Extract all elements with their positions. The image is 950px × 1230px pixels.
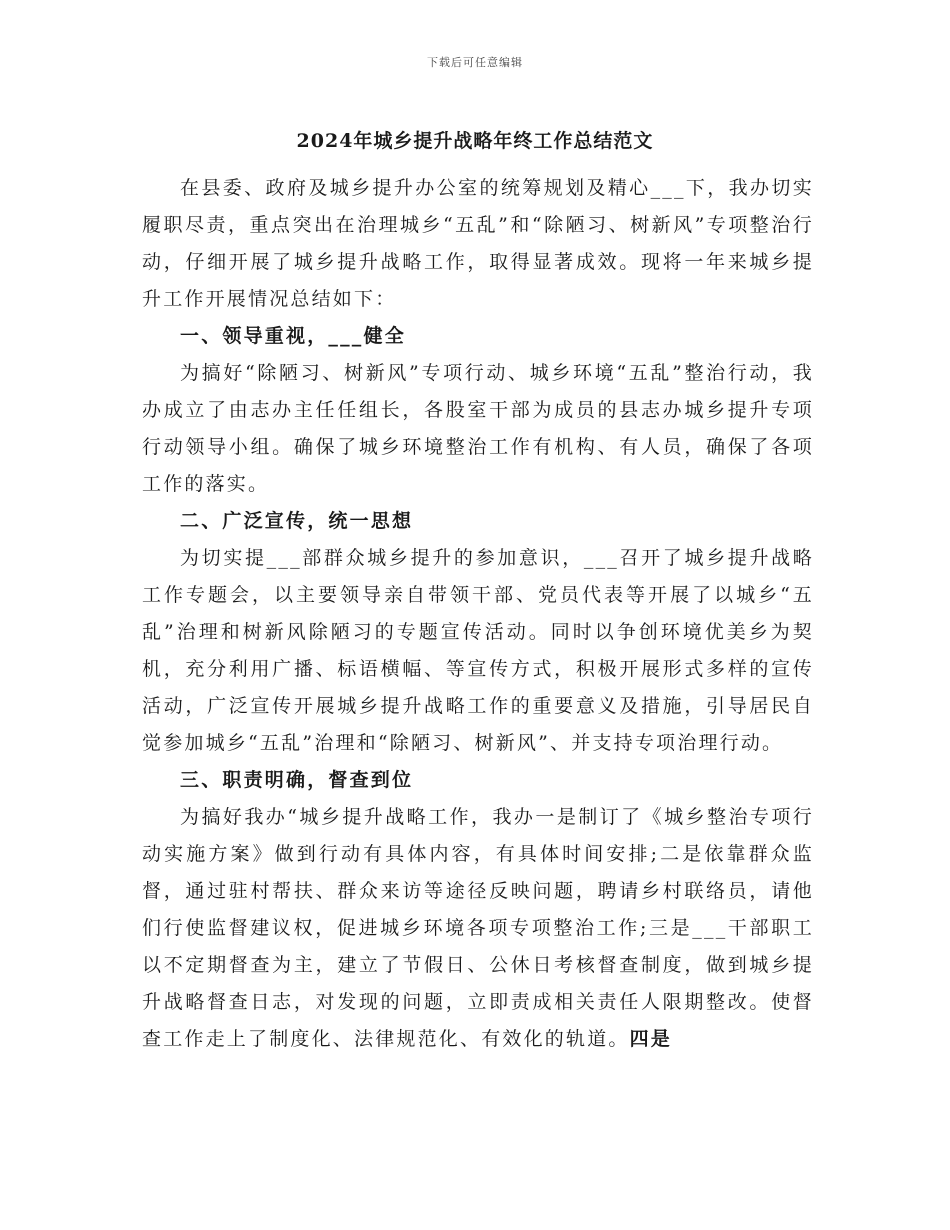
section-heading-2: 二、广泛宣传，统一思想 bbox=[180, 510, 414, 532]
section-heading-1: 一、领导重视，___健全 bbox=[180, 325, 406, 347]
page-header-note: 下载后可任意编辑 bbox=[427, 56, 523, 69]
section-body-3-text: 为搞好我办“城乡提升战略工作，我办一是制订了《城乡整治专项行动实施方案》做到行动有具体内容，有具体时间安排;二是依靠群众监督，通过驻村帮扶、群众来访等途径反映问题，聘请乡村联络员，请他们行使监督建议权，促进城乡环境各项专项整治工作;三是___干部职工以不定期督查为主，建立了节假日、公休日考核督查制度，做到城乡提升战略督查日志，对发现的问题，立即责成相关责任人限期整改。使督查工作走上了制度化、法律规范化、有效化的轨道。 bbox=[142, 806, 814, 1050]
section-body-1: 为搞好“除陋习、树新风”专项行动、城乡环境“五乱”整治行动，我办成立了由志办主任任组长，各股室干部为成员的县志办城乡提升专项行动领导小组。确保了城乡环境整治工作有机构、有人员，确保了各项工作的落实。 bbox=[142, 362, 814, 495]
document-body bbox=[142, 170, 814, 1058]
section-body-2: 为切实提___部群众城乡提升的参加意识，___召开了城乡提升战略工作专题会，以主要领导亲自带领干部、党员代表等开展了以城乡“五乱”治理和树新风除陋习的专题宣传活动。同时以争创环境优美乡为契机，充分利用广播、标语横幅、等宣传方式，积极开展形式多样的宣传活动，广泛宣传开展城乡提升战略工作的重要意义及措施，引导居民自觉参加城乡“五乱”治理和“除陋习、树新风”、并支持专项治理行动。 bbox=[142, 547, 814, 754]
section-body-3 bbox=[142, 799, 814, 1058]
section-body-3-tail: 四是 bbox=[629, 1028, 673, 1050]
intro-paragraph: 在县委、政府及城乡提升办公室的统筹规划及精心___下，我办切实履职尽责，重点突出在治理城乡“五乱”和“除陋习、树新风”专项整治行动，仔细开展了城乡提升战略工作，取得显著成效。现将一年来城乡提升工作开展情况总结如下： bbox=[142, 177, 814, 310]
document-title: 2024年城乡提升战略年终工作总结范文 bbox=[296, 130, 654, 152]
section-heading-3: 三、职责明确，督查到位 bbox=[180, 769, 414, 791]
